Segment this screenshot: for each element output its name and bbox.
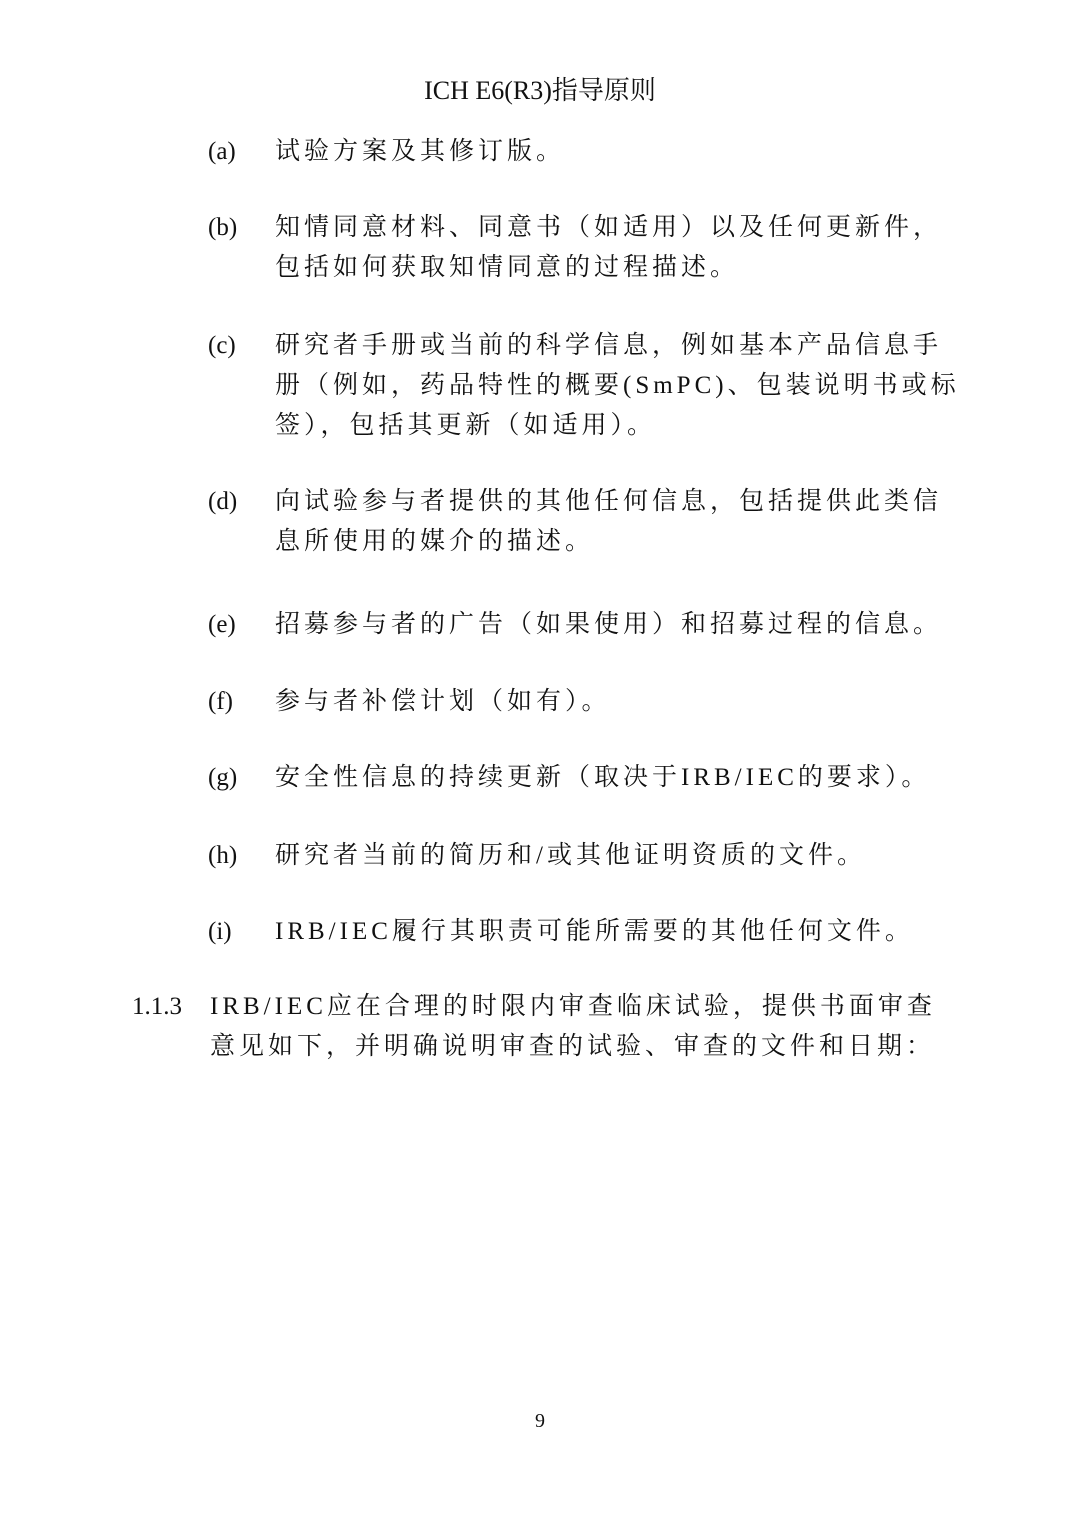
item-text	[275, 132, 565, 172]
item-text	[275, 326, 960, 446]
item-label: (g)	[208, 764, 238, 791]
text-line: 安全性信息的持续更新（取决于IRB/IEC的要求）。	[275, 764, 931, 791]
section-number: 1.1.3	[132, 993, 182, 1020]
item-label: (d)	[208, 488, 238, 515]
item-text	[275, 836, 866, 876]
page-number: 9	[535, 1410, 545, 1432]
item-text	[275, 758, 930, 798]
text-line: 签），包括其更新（如适用）。	[275, 412, 657, 439]
item-label: (h)	[208, 842, 238, 869]
text-line: 招募参与者的广告（如果使用）和招募过程的信息。	[275, 611, 943, 638]
text-line: 知情同意材料、同意书（如适用）以及任何更新件，	[275, 214, 943, 241]
text-line: 参与者补偿计划（如有）。	[275, 688, 611, 715]
document-title: ICH E6(R3)指导原则	[424, 76, 656, 105]
text-line: 意见如下，并明确说明审查的试验、审查的文件和日期：	[210, 1033, 936, 1060]
text-line: 息所使用的媒介的描述。	[275, 528, 595, 555]
item-label: (f)	[208, 688, 233, 715]
item-label: (e)	[208, 611, 236, 638]
text-line: 研究者当前的简历和/或其他证明资质的文件。	[275, 842, 866, 869]
text-line: 试验方案及其修订版。	[275, 138, 566, 165]
text-line: 向试验参与者提供的其他任何信息，包括提供此类信	[275, 488, 943, 515]
text-line: 包括如何获取知情同意的过程描述。	[275, 254, 740, 281]
text-line: 研究者手册或当前的科学信息，例如基本产品信息手	[275, 332, 943, 359]
item-text	[275, 682, 611, 722]
item-label: (i)	[208, 918, 232, 945]
item-text	[275, 912, 914, 952]
text-line: IRB/IEC履行其职责可能所需要的其他任何文件。	[275, 918, 914, 945]
item-label: (b)	[208, 214, 238, 241]
section-text	[210, 987, 936, 1067]
item-label: (a)	[208, 138, 236, 165]
item-label: (c)	[208, 332, 236, 359]
item-text	[275, 208, 942, 288]
item-text	[275, 605, 942, 645]
text-line: 册（例如，药品特性的概要(SmPC)、包装说明书或标	[275, 372, 960, 399]
item-text	[275, 482, 942, 562]
text-line: IRB/IEC应在合理的时限内审查临床试验，提供书面审查	[210, 993, 936, 1020]
